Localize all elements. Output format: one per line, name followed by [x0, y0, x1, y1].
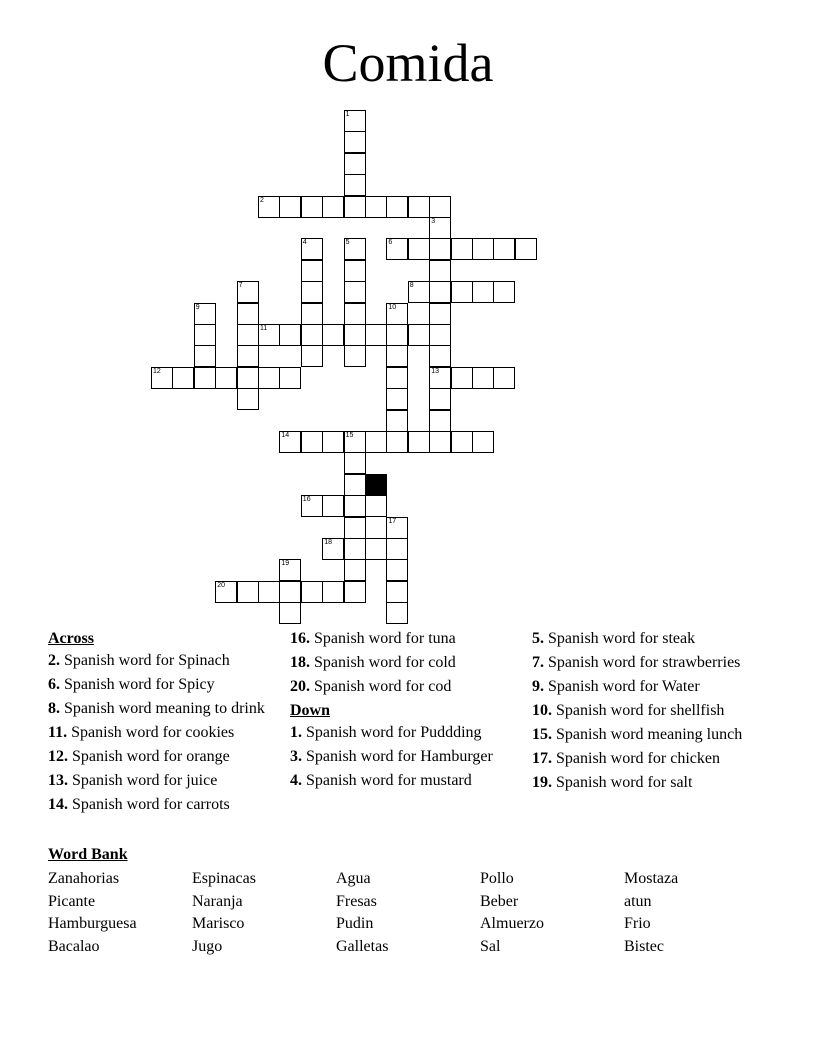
page-title: Comida: [322, 33, 494, 93]
grid-cell[interactable]: [194, 345, 216, 367]
clue-text: Spanish word for mustard: [306, 772, 472, 789]
grid-cell[interactable]: [386, 238, 408, 260]
cell-number: 10: [388, 303, 397, 311]
grid-cell[interactable]: [451, 281, 473, 303]
cell-number: 17: [388, 517, 397, 525]
grid-cell[interactable]: [451, 367, 473, 389]
grid-cell[interactable]: [386, 324, 408, 346]
grid-cell[interactable]: [386, 388, 408, 410]
grid-cell[interactable]: [322, 581, 344, 603]
grid-cell[interactable]: [258, 581, 280, 603]
grid-cell[interactable]: [301, 260, 323, 282]
clue-text: Spanish word for carrots: [72, 796, 230, 813]
grid-cell[interactable]: [493, 281, 515, 303]
clue-item: [48, 748, 276, 766]
grid-cell[interactable]: [365, 324, 387, 346]
grid-cell[interactable]: [344, 131, 366, 153]
clue-item: [48, 724, 276, 742]
grid-cell[interactable]: [429, 388, 451, 410]
grid-cell[interactable]: [429, 303, 451, 325]
clue-text: Spanish word for tuna: [314, 630, 456, 647]
clue-item: [48, 700, 276, 718]
clue-item: [532, 774, 772, 792]
clue-number: 17.: [532, 750, 552, 767]
grid-cell[interactable]: [386, 345, 408, 367]
grid-cell[interactable]: [365, 196, 387, 218]
clue-text: Spanish word for Spinach: [64, 652, 230, 669]
clue-number: 10.: [532, 702, 552, 719]
grid-cell[interactable]: [237, 303, 259, 325]
grid-cell[interactable]: [408, 431, 430, 453]
cell-number: 6: [388, 239, 393, 247]
grid-cell[interactable]: [344, 174, 366, 196]
grid-cell[interactable]: [237, 367, 259, 389]
grid-cell[interactable]: [386, 303, 408, 325]
clue-text: Spanish word for cookies: [71, 724, 235, 741]
grid-cell[interactable]: [279, 196, 301, 218]
grid-cell[interactable]: [279, 431, 301, 453]
grid-cell[interactable]: [301, 238, 323, 260]
grid-cell[interactable]: [194, 303, 216, 325]
clue-text: Spanish word for cod: [314, 678, 452, 695]
grid-cell[interactable]: [301, 196, 323, 218]
grid-cell[interactable]: [344, 581, 366, 603]
grid-cell[interactable]: [279, 367, 301, 389]
clue-item: [532, 726, 772, 744]
grid-cell[interactable]: [194, 367, 216, 389]
grid-cell[interactable]: [279, 559, 301, 581]
grid-cell[interactable]: [258, 367, 280, 389]
grid-cell[interactable]: [344, 260, 366, 282]
cell-number: 20: [217, 581, 225, 589]
word-bank: [48, 868, 768, 958]
word-bank-item: Marisco: [192, 915, 245, 933]
clue-text: Spanish word for steak: [548, 630, 696, 647]
word-bank-item: Galletas: [336, 937, 389, 955]
clue-item: [290, 748, 518, 766]
clue-text: Spanish word for strawberries: [548, 654, 741, 671]
grid-cell[interactable]: [151, 367, 173, 389]
clue-section-heading: Across: [48, 630, 94, 647]
grid-cell[interactable]: [429, 281, 451, 303]
clue-item: [290, 724, 518, 742]
grid-cell[interactable]: [279, 581, 301, 603]
clue-number: 18.: [290, 654, 310, 671]
clues-column-3: [532, 630, 772, 798]
grid-cell[interactable]: [344, 324, 366, 346]
cell-number: 11: [260, 325, 268, 332]
grid-cell[interactable]: [258, 324, 280, 346]
clue-text: Spanish word for shellfish: [556, 702, 725, 719]
grid-cell[interactable]: [301, 324, 323, 346]
grid-cell[interactable]: [344, 345, 366, 367]
grid-cell[interactable]: [344, 238, 366, 260]
grid-cell[interactable]: [237, 581, 259, 603]
grid-cell[interactable]: [386, 410, 408, 432]
grid-cell[interactable]: [301, 281, 323, 303]
clue-item: [290, 630, 518, 648]
grid-cell[interactable]: [215, 367, 237, 389]
clue-item: [532, 630, 772, 648]
grid-cell[interactable]: [429, 324, 451, 346]
clue-number: 6.: [48, 676, 60, 693]
word-bank-item: Espinacas: [192, 870, 256, 887]
word-bank-item: Zanahorias: [48, 870, 120, 887]
grid-cell[interactable]: [429, 260, 451, 282]
grid-cell[interactable]: [429, 217, 451, 239]
cell-number: 7: [238, 282, 243, 290]
grid-cell[interactable]: [429, 410, 451, 432]
cell-number: 4: [302, 239, 307, 247]
clue-item: [532, 654, 772, 672]
grid-cell[interactable]: [386, 517, 408, 539]
clue-text: Spanish word meaning to drink: [64, 700, 265, 717]
grid-cell[interactable]: [386, 431, 408, 453]
clue-section-heading: Down: [290, 702, 331, 719]
cell-number: 19: [281, 560, 290, 568]
cell-number: 15: [345, 432, 354, 439]
grid-cell[interactable]: [429, 431, 451, 453]
grid-cell[interactable]: [365, 495, 387, 517]
cell-number: 18: [324, 539, 332, 546]
grid-cell[interactable]: [215, 581, 237, 603]
cell-number: 3: [431, 218, 436, 225]
word-bank-heading: Word Bank: [48, 846, 128, 863]
grid-cell[interactable]: [429, 345, 451, 367]
clue-item: [532, 702, 772, 720]
clues-column-2: [290, 630, 518, 796]
clue-number: 4.: [290, 772, 302, 789]
cell-number: 9: [195, 303, 200, 311]
grid-cell[interactable]: [429, 196, 451, 218]
word-bank-item: Bistec: [624, 937, 664, 955]
grid-cell[interactable]: [301, 303, 323, 325]
clue-number: 9.: [532, 678, 544, 695]
grid-cell[interactable]: [172, 367, 194, 389]
clues-column-1: [48, 630, 276, 820]
grid-cell[interactable]: [344, 559, 366, 581]
cell-number: 13: [431, 367, 439, 375]
word-bank-item: Mostaza: [624, 870, 679, 887]
cell-number: 2: [260, 196, 264, 204]
cell-number: 5: [345, 239, 350, 247]
cell-number: 1: [345, 111, 350, 118]
clue-number: 15.: [532, 726, 552, 743]
grid-cell[interactable]: [237, 324, 259, 346]
clue-text: Spanish word for Water: [548, 678, 700, 695]
word-bank-item: Pollo: [480, 870, 514, 887]
clue-text: Spanish word meaning lunch: [556, 726, 743, 743]
clue-text: Spanish word for chicken: [556, 750, 720, 767]
grid-cell[interactable]: [322, 324, 344, 346]
grid-cell[interactable]: [408, 238, 430, 260]
grid-cell[interactable]: [493, 367, 515, 389]
grid-cell[interactable]: [322, 538, 344, 560]
grid-cell[interactable]: [344, 474, 366, 496]
grid-cell[interactable]: [237, 345, 259, 367]
grid-cell[interactable]: [408, 281, 430, 303]
grid-cell[interactable]: [194, 324, 216, 346]
grid-cell[interactable]: [493, 238, 515, 260]
grid-cell[interactable]: [279, 324, 301, 346]
clue-number: 2.: [48, 652, 60, 669]
grid-cell[interactable]: [365, 538, 387, 560]
clue-number: 20.: [290, 678, 310, 695]
grid-cell[interactable]: [344, 452, 366, 474]
grid-cell[interactable]: [301, 345, 323, 367]
clue-number: 3.: [290, 748, 302, 765]
clue-item: [290, 678, 518, 696]
clue-number: 7.: [532, 654, 544, 671]
grid-cell[interactable]: [472, 431, 494, 453]
word-bank-item: Hamburguesa: [48, 915, 137, 933]
clue-text: Spanish word for juice: [72, 772, 218, 789]
grid-cell[interactable]: [515, 238, 537, 260]
clue-number: 11.: [48, 724, 68, 741]
clue-number: 12.: [48, 748, 68, 765]
cell-number: 14: [281, 432, 290, 439]
grid-cell[interactable]: [322, 495, 344, 517]
clue-item: [290, 654, 518, 672]
grid-cell[interactable]: [451, 431, 473, 453]
grid-cell[interactable]: [237, 388, 259, 410]
grid-cell[interactable]: [258, 196, 280, 218]
grid-cell[interactable]: [344, 303, 366, 325]
grid-cell[interactable]: [386, 559, 408, 581]
grid-cell[interactable]: [301, 431, 323, 453]
grid-cell[interactable]: [344, 281, 366, 303]
grid-cell[interactable]: [386, 196, 408, 218]
clue-number: 19.: [532, 774, 552, 791]
clue-item: [48, 676, 276, 694]
clue-item: [532, 750, 772, 768]
word-bank-item: Naranja: [192, 892, 243, 910]
grid-cell[interactable]: [344, 196, 366, 218]
word-bank-item: Bacalao: [48, 937, 100, 955]
grid-cell[interactable]: [344, 517, 366, 539]
grid-cell[interactable]: [386, 538, 408, 560]
grid-cell[interactable]: [322, 196, 344, 218]
clue-item: [48, 652, 276, 670]
grid-cell[interactable]: [279, 602, 301, 624]
grid-cell[interactable]: [322, 431, 344, 453]
clue-number: 16.: [290, 630, 310, 647]
clue-text: Spanish word for orange: [72, 748, 230, 765]
grid-cell[interactable]: [472, 367, 494, 389]
grid-cell[interactable]: [365, 431, 387, 453]
word-bank-item: Picante: [48, 892, 96, 910]
word-bank-item: Pudin: [336, 915, 374, 933]
clue-number: 8.: [48, 700, 60, 717]
grid-cell[interactable]: [429, 367, 451, 389]
word-bank-item: Agua: [336, 870, 371, 887]
black-cell: [365, 474, 387, 496]
word-bank-item: Beber: [480, 892, 519, 910]
clue-number: 1.: [290, 724, 302, 741]
clue-text: Spanish word for Spicy: [64, 676, 215, 693]
grid-cell[interactable]: [429, 238, 451, 260]
word-bank-item: Frio: [624, 915, 651, 933]
cell-number: 8: [409, 282, 414, 290]
clue-item: [48, 772, 276, 790]
word-bank-item: Sal: [480, 937, 501, 955]
clue-text: Spanish word for salt: [556, 774, 693, 791]
clue-item: [290, 772, 518, 790]
grid-cell[interactable]: [386, 581, 408, 603]
cell-number: 16: [302, 496, 311, 504]
grid-cell[interactable]: [301, 581, 323, 603]
clue-number: 13.: [48, 772, 68, 789]
clue-text: Spanish word for cold: [314, 654, 456, 671]
grid-cell[interactable]: [472, 281, 494, 303]
word-bank-item: Jugo: [192, 937, 223, 955]
grid-cell[interactable]: [472, 238, 494, 260]
cell-number: 12: [153, 367, 161, 375]
clue-text: Spanish word for Puddding: [306, 724, 482, 741]
word-bank-item: Almuerzo: [480, 915, 544, 933]
grid-cell[interactable]: [344, 153, 366, 175]
grid-cell[interactable]: [451, 238, 473, 260]
word-bank-item: atun: [624, 892, 652, 910]
clue-item: [532, 678, 772, 696]
grid-cell[interactable]: [301, 495, 323, 517]
grid-cell[interactable]: [408, 324, 430, 346]
grid-cell[interactable]: [344, 538, 366, 560]
grid-cell[interactable]: [344, 110, 366, 132]
grid-cell[interactable]: [344, 495, 366, 517]
grid-cell[interactable]: [386, 602, 408, 624]
grid-cell[interactable]: [386, 367, 408, 389]
grid-cell[interactable]: [344, 431, 366, 453]
clue-number: 5.: [532, 630, 544, 647]
grid-cell[interactable]: [237, 281, 259, 303]
clue-text: Spanish word for Hamburger: [306, 748, 493, 765]
clue-item: [48, 796, 276, 814]
grid-cell[interactable]: [408, 196, 430, 218]
clue-number: 14.: [48, 796, 68, 813]
word-bank-item: Fresas: [336, 892, 377, 910]
